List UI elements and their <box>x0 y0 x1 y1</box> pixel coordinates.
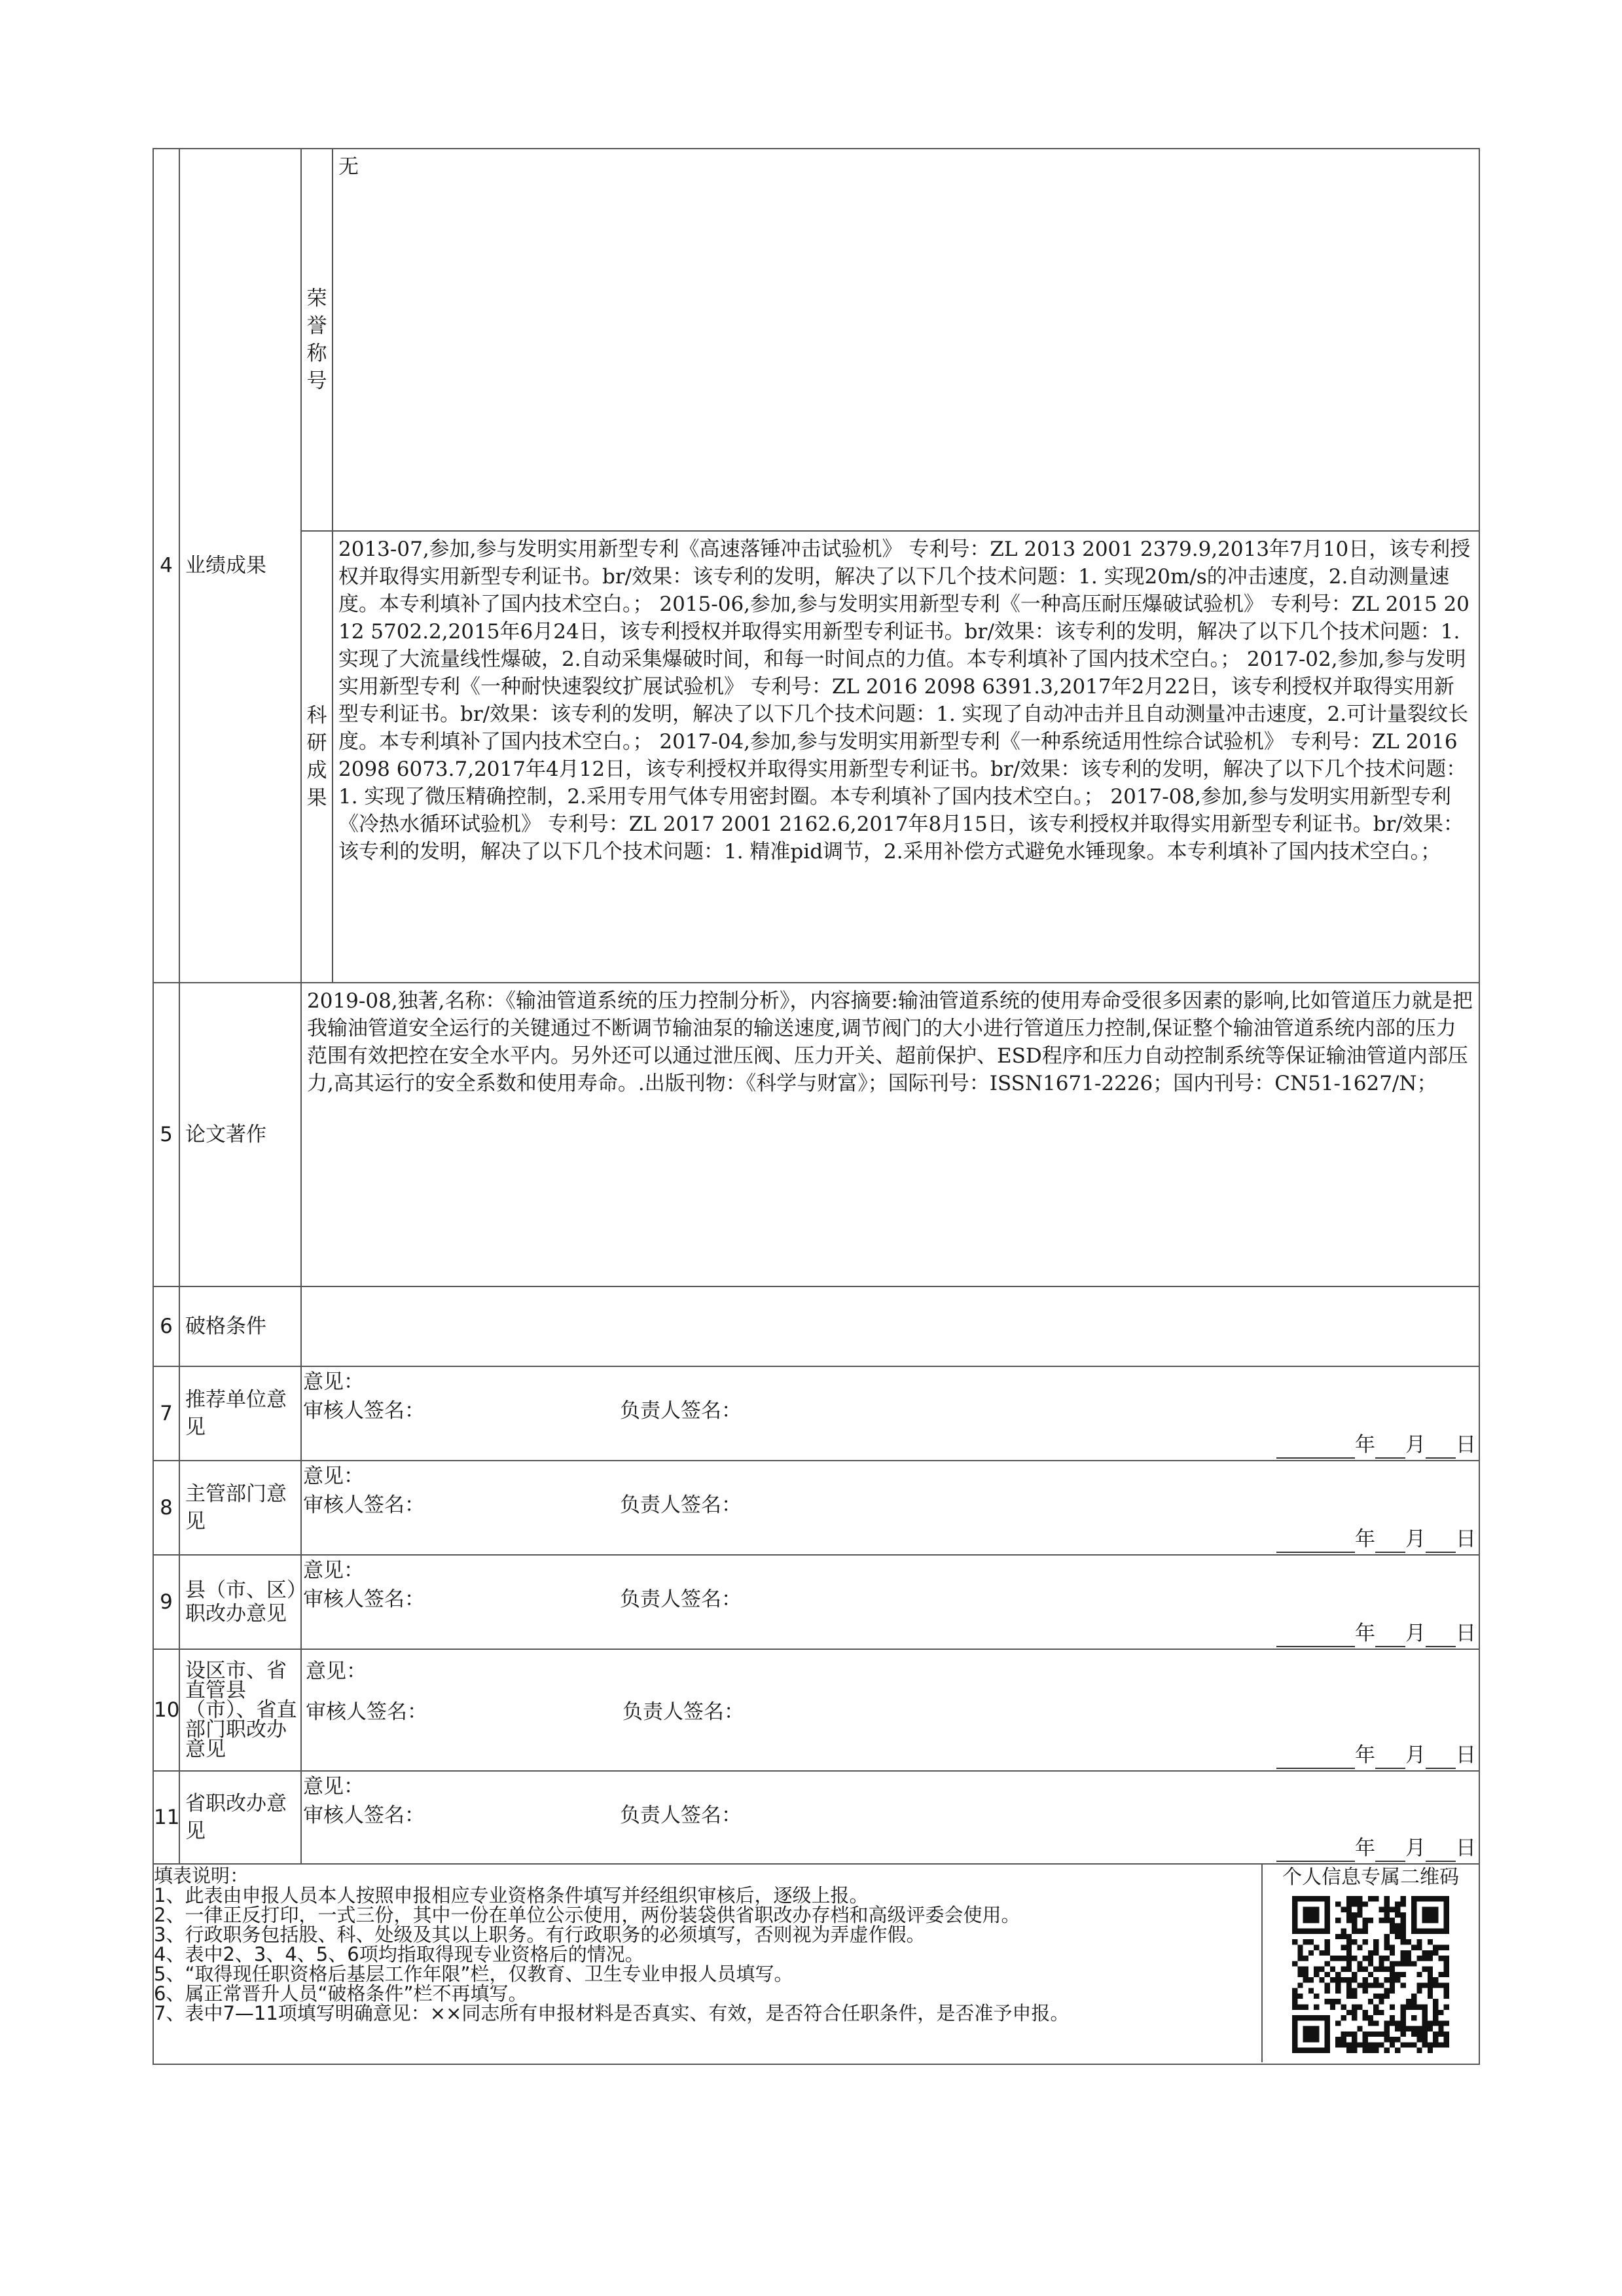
opinion-cell[interactable] <box>301 1555 1479 1649</box>
row-number: 10 <box>153 1649 179 1771</box>
instruction-item: 3、行政职务包括股、科、处级及其以上职务。有行政职务的必须填写，否则视为弄虚作假。 <box>154 1923 926 1946</box>
row-opinion <box>153 1461 1479 1555</box>
row-label-achievements: 业绩成果 <box>179 149 301 983</box>
row-label-supervisor: 主管部门意见 <box>179 1461 301 1555</box>
head-signature-label: 负责人签名： <box>622 1700 744 1724</box>
application-form <box>153 148 1479 2065</box>
notes-cell <box>153 1864 1479 2064</box>
form-table <box>153 148 1480 2065</box>
instructions <box>154 1865 1261 2062</box>
opinion-cell[interactable] <box>301 1366 1479 1461</box>
instruction-item: 2、一律正反打印，一式三份，其中一份在单位公示使用，两份装袋供省职改办存档和高级评委会使用。 <box>154 1904 1020 1926</box>
row-label-papers: 论文著作 <box>179 983 301 1286</box>
row-number: 4 <box>153 149 179 983</box>
row-opinion <box>153 1366 1479 1461</box>
qr-code-icon <box>1292 1896 1449 2053</box>
opinion-label: 意见： <box>303 1559 364 1582</box>
row-number: 7 <box>153 1366 179 1461</box>
row-label-county: 县（市、区）职改办意见 <box>179 1555 301 1649</box>
reviewer-signature-label: 审核人签名： <box>306 1700 427 1724</box>
papers-content: 2019-08,独著,名称：《输油管道系统的压力控制分析》，内容摘要:输油管道系统的使用寿命受很多因素的影响,比如管道压力就是把我输油管道安全运行的关键通过不断调节输油泵的输送速度,调节阀门的大小进行管道压力控制,保证整个输油管道系统内部的压力范围有效把控在安全水平内。另外还可以通过泄压阀、压力开关、超前保护、ESD程序和压力自动控制系统等保证输油管道内部压力,高其运行的安全系数和使用寿命。.出版刊物：《科学与财富》；国际刊号：ISSN1671-2226；国内刊号：CN51-1627/N； <box>301 983 1479 1286</box>
reviewer-signature-label: 审核人签名： <box>303 1588 425 1611</box>
head-signature-label: 负责人签名： <box>620 1399 742 1423</box>
reviewer-signature-label: 审核人签名： <box>303 1804 425 1827</box>
opinion-label: 意见： <box>303 1465 364 1488</box>
head-signature-label: 负责人签名： <box>620 1804 742 1827</box>
row-number: 11 <box>153 1771 179 1864</box>
opinion-label: 意见： <box>306 1660 367 1683</box>
row-opinion <box>153 1555 1479 1649</box>
instruction-item: 7、表中7—11项填写明确意见：××同志所有申报材料是否真实、有效，是否符合任职条件，是否准予申报。 <box>154 2002 1070 2024</box>
row-number: 6 <box>153 1286 179 1366</box>
row-label-province: 省职改办意见 <box>179 1771 301 1864</box>
instructions-title: 填表说明： <box>154 1865 249 1887</box>
qr-title: 个人信息专属二维码 <box>1282 1866 1459 1889</box>
row-exception <box>153 1286 1479 1366</box>
instruction-item: 4、表中2、3、4、5、6项均指取得现专业资格后的情况。 <box>154 1943 644 1965</box>
exception-content <box>301 1286 1479 1366</box>
row-label-city: 设区市、省直管县（市）、省直部门职改办意见 <box>179 1649 301 1771</box>
reviewer-signature-label: 审核人签名： <box>303 1399 425 1423</box>
row-papers <box>153 983 1479 1286</box>
opinion-cell[interactable] <box>301 1461 1479 1555</box>
opinion-cell[interactable] <box>301 1649 1479 1771</box>
opinion-label: 意见： <box>303 1370 364 1394</box>
head-signature-label: 负责人签名： <box>620 1493 742 1517</box>
head-signature-label: 负责人签名： <box>620 1588 742 1611</box>
date-fields: 年 月 日 <box>1276 1620 1476 1647</box>
opinion-label: 意见： <box>303 1775 364 1798</box>
date-fields: 年 月 日 <box>1276 1525 1476 1553</box>
row-opinion <box>153 1771 1479 1864</box>
row-number: 9 <box>153 1555 179 1649</box>
sub-label-honor: 荣 誉 称 号 <box>301 149 333 531</box>
row-notes <box>153 1864 1479 2064</box>
date-fields: 年 月 日 <box>1276 1834 1476 1862</box>
row-number: 5 <box>153 983 179 1286</box>
row-number: 8 <box>153 1461 179 1555</box>
qr-panel <box>1261 1865 1479 2062</box>
sub-label-research: 科 研 成 果 <box>301 531 333 983</box>
opinion-cell[interactable] <box>301 1771 1479 1864</box>
date-fields: 年 月 日 <box>1276 1431 1476 1459</box>
honor-content: 无 <box>333 149 1479 531</box>
research-content: 2013-07,参加,参与发明实用新型专利《高速落锤冲击试验机》 专利号：ZL 2013 2001 2379.9,2013年7月10日，该专利授权并取得实用新型专利证书。br/效果：该专利的发明，解决了以下几个技术问题：1. 实现20m/s的冲击速度，2.自动测量速度。本专利填补了国内技术空白。； 2015-06,参加,参与发明实用新型专利《一种高压耐压爆破试验机》 专利号：ZL 2015 2012 5702.2,2015年6月24日，该专利授权并取得实用新型专利证书。br/效果：该专利的发明，解决了以下几个技术问题：1. 实现了大流量线性爆破，2.自动采集爆破时间，和每一时间点的力值。本专利填补了国内技术空白。； 2017-02,参加,参与发明实用新型专利《一种耐快速裂纹扩展试验机》 专利号：ZL 2016 2098 6391.3,2017年2月22日，该专利授权并取得实用新型专利证书。br/效果：该专利的发明，解决了以下几个技术问题：1. 实现了自动冲击并且自动测量冲击速度，2.可计量裂纹长度。本专利填补了国内技术空白。； 2017-04,参加,参与发明实用新型专利《一种系统适用性综合试验机》 专利号：ZL 2016 2098 6073.7,2017年4月12日，该专利授权并取得实用新型专利证书。br/效果：该专利的发明，解决了以下几个技术问题：1. 实现了微压精确控制，2.采用专用气体专用密封圈。本专利填补了国内技术空白。； 2017-08,参加,参与发明实用新型专利《冷热水循环试验机》 专利号：ZL 2017 2001 2162.6,2017年8月15日，该专利授权并取得实用新型专利证书。br/效果：该专利的发明，解决了以下几个技术问题：1. 精准pid调节，2.采用补偿方式避免水锤现象。本专利填补了国内技术空白。； <box>333 531 1479 983</box>
row-label-recommender: 推荐单位意见 <box>179 1366 301 1461</box>
row-honor <box>153 149 1479 531</box>
reviewer-signature-label: 审核人签名： <box>303 1493 425 1517</box>
instruction-item: 1、此表由申报人员本人按照申报相应专业资格条件填写并经组织审核后，逐级上报。 <box>154 1884 869 1906</box>
instruction-item: 6、属正常晋升人员“破格条件”栏不再填写。 <box>154 1982 528 2005</box>
row-research <box>153 531 1479 983</box>
row-opinion <box>153 1649 1479 1771</box>
row-label-exception: 破格条件 <box>179 1286 301 1366</box>
date-fields: 年 月 日 <box>1276 1741 1476 1769</box>
instruction-item: 5、“取得现任职资格后基层工作年限”栏，仅教育、卫生专业申报人员填写。 <box>154 1963 793 1985</box>
